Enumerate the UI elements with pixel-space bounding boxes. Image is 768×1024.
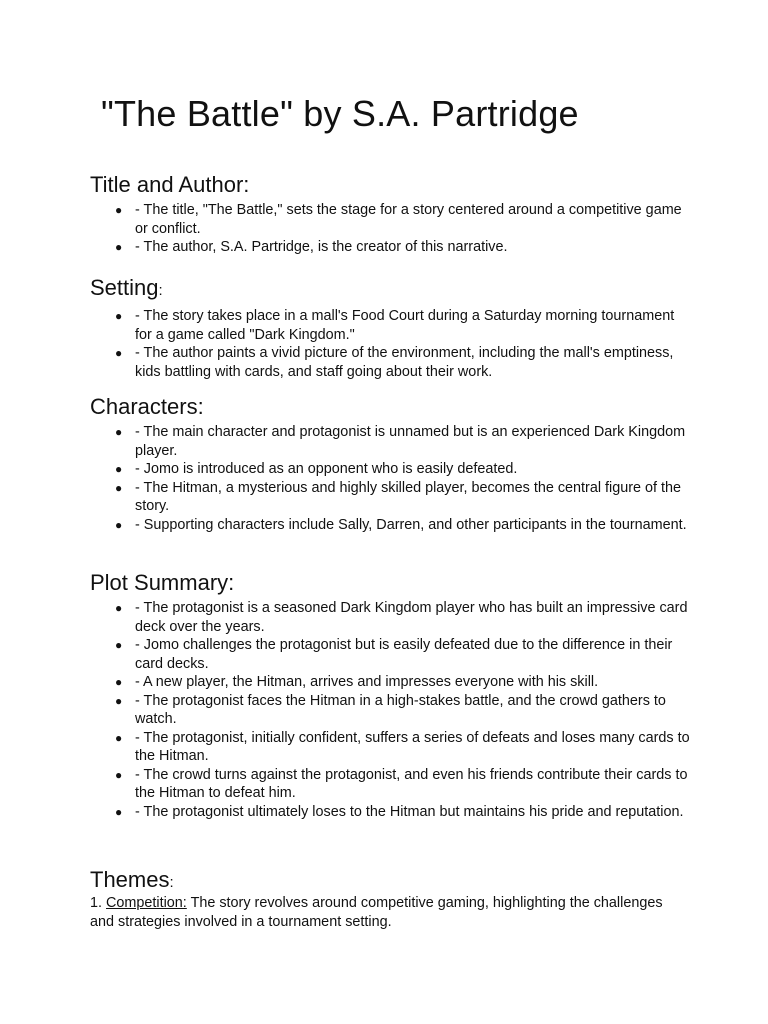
section-heading-themes: Themes:	[90, 867, 174, 892]
bullet-icon: ●	[115, 601, 123, 615]
section-heading-setting: Setting:	[90, 275, 163, 300]
list-item: ● - The protagonist is a seasoned Dark Kingdom player who has built an impressive card deck over the years.	[115, 600, 688, 635]
document-title: "The Battle" by S.A. Partridge	[101, 93, 579, 134]
characters-list	[90, 423, 690, 534]
list-item: ● - The author, S.A. Partridge, is the creator of this narrative.	[115, 239, 508, 255]
plot-list	[90, 599, 690, 821]
list-item: ● - Jomo challenges the protagonist but is easily defeated due to the difference in their card decks.	[115, 637, 673, 672]
list-item: ● - The title, "The Battle," sets the stage for a story centered around a competitive game or conflict.	[115, 202, 682, 237]
setting-list	[90, 307, 690, 381]
list-item: ● - Supporting characters include Sally, Darren, and other participants in the tournament.	[115, 516, 687, 533]
list-item: ● - The author paints a vivid picture of the environment, including the mall's emptiness, kids battling with cards, and staff going about their work.	[115, 345, 674, 380]
section-title-author	[90, 171, 690, 257]
theme-item-competition: 1. Competition: The story revolves around competitive gaming, highlighting the challenges and strategies involved in a tournament setting.	[90, 895, 663, 930]
bullet-icon: ●	[115, 462, 123, 476]
list-item: ● - A new player, the Hitman, arrives and impresses everyone with his skill.	[115, 674, 599, 690]
list-item: ● - The protagonist ultimately loses to the Hitman but maintains his pride and reputation.	[115, 803, 684, 820]
bullet-icon: ●	[115, 346, 123, 360]
theme-label: Competition:	[106, 895, 187, 911]
section-themes	[90, 866, 690, 897]
list-item: ● - The crowd turns against the protagonist, and even his friends contribute their cards to the Hitman to defeat him.	[115, 766, 688, 801]
list-item: ● - The protagonist faces the Hitman in a high-stakes battle, and the crowd gathers to watch.	[115, 692, 666, 727]
bullet-icon: ●	[115, 240, 123, 254]
list-item: ● - The Hitman, a mysterious and highly skilled player, becomes the central figure of the story.	[115, 479, 682, 514]
title-author-list	[90, 201, 690, 257]
section-heading-characters: Characters:	[90, 394, 204, 419]
section-characters	[90, 393, 690, 534]
section-heading-title-author: Title and Author:	[90, 172, 250, 197]
bullet-icon: ●	[115, 693, 123, 708]
bullet-icon: ●	[115, 767, 123, 782]
bullet-icon: ●	[115, 309, 123, 323]
bullet-icon: ●	[115, 480, 123, 495]
bullet-icon: ●	[115, 425, 123, 439]
list-item: ● - Jomo is introduced as an opponent who is easily defeated.	[115, 461, 518, 477]
section-setting	[90, 274, 690, 381]
bullet-icon: ●	[115, 804, 123, 819]
bullet-icon: ●	[115, 517, 123, 532]
list-item: ● - The protagonist, initially confident, suffers a series of defeats and loses many cards to the Hitman.	[115, 729, 690, 764]
bullet-icon: ●	[115, 638, 123, 652]
section-heading-plot-summary: Plot Summary:	[90, 570, 235, 595]
list-item: ● - The main character and protagonist is unnamed but is an experienced Dark Kingdom player.	[115, 424, 686, 459]
bullet-icon: ●	[115, 203, 123, 217]
bullet-icon: ●	[115, 675, 123, 689]
list-item: ● - The story takes place in a mall's Food Court during a Saturday morning tournament for a game called "Dark Kingdom."	[115, 308, 675, 343]
section-plot-summary	[90, 569, 690, 821]
bullet-icon: ●	[115, 730, 123, 745]
